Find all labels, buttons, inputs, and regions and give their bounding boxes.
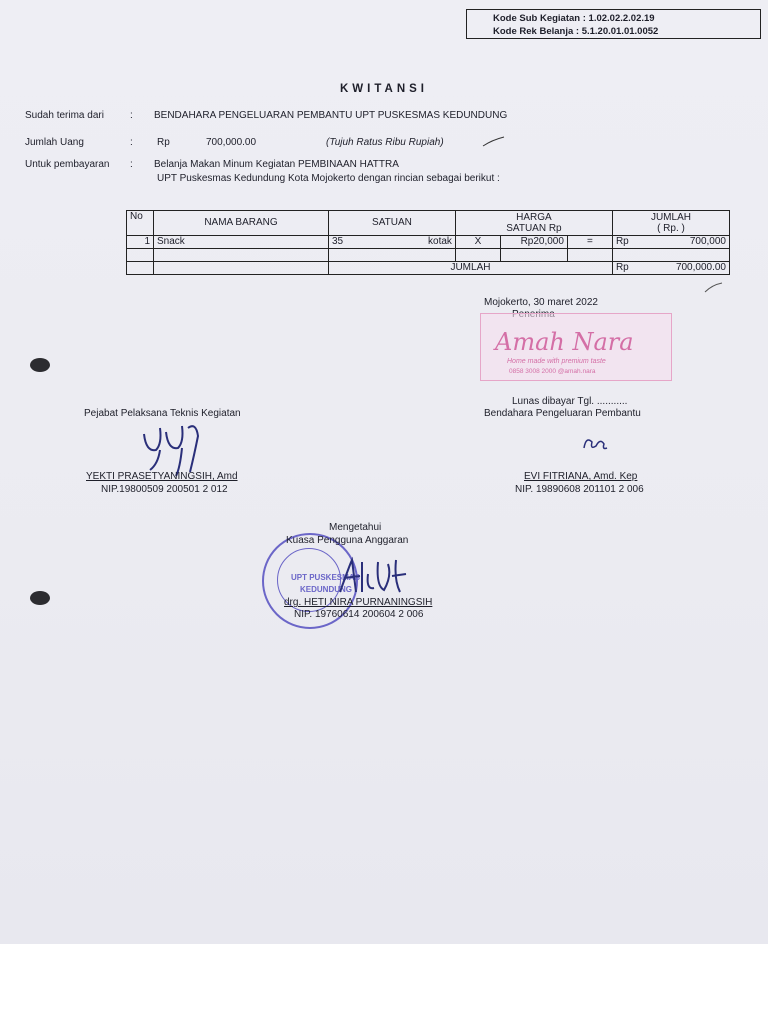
header-harga-line1: HARGA bbox=[516, 212, 552, 223]
pptk-signature bbox=[136, 420, 216, 478]
place-date: Mojokerto, 30 maret 2022 bbox=[484, 297, 598, 308]
untuk-line1: Belanja Makan Minum Kegiatan PEMBINAAN HATTRA bbox=[154, 159, 399, 170]
kode-sub-kegiatan: Kode Sub Kegiatan : 1.02.02.2.02.19 bbox=[493, 13, 655, 24]
pptk-title: Pejabat Pelaksana Teknis Kegiatan bbox=[84, 408, 241, 419]
header-satuan: SATUAN bbox=[329, 211, 456, 236]
header-jumlah-line2: ( Rp. ) bbox=[657, 223, 685, 234]
punch-hole-bottom bbox=[30, 591, 50, 605]
header-harga-line2: SATUAN Rp bbox=[506, 223, 562, 234]
bendahara-name: EVI FITRIANA, Amd. Kep bbox=[524, 471, 638, 482]
row-qty: 35 bbox=[329, 236, 366, 249]
row-rp: Rp bbox=[612, 236, 639, 249]
vendor-stamp-tagline: Home made with premium taste bbox=[507, 358, 606, 365]
punch-hole-top bbox=[30, 358, 50, 372]
header-harga bbox=[455, 211, 612, 236]
untuk-sep: : bbox=[130, 159, 133, 170]
vendor-stamp-name: Amah Nara bbox=[495, 328, 634, 356]
pptk-nip: NIP.19800509 200501 2 012 bbox=[101, 484, 228, 495]
jumlah-label: Jumlah Uang bbox=[25, 137, 84, 148]
untuk-label: Untuk pembayaran bbox=[25, 159, 110, 170]
jumlah-amount: 700,000.00 bbox=[206, 137, 257, 148]
kpa-name: drg. HETI NIRA PURNANINGSIH bbox=[284, 597, 433, 608]
terima-sep: : bbox=[130, 110, 133, 121]
kode-box bbox=[466, 9, 761, 39]
kpa-signature bbox=[336, 556, 410, 598]
jumlah-words: (Tujuh Ratus Ribu Rupiah) bbox=[326, 137, 444, 148]
total-value: 700,000.00 bbox=[639, 262, 730, 275]
kode-rek-belanja: Kode Rek Belanja : 5.1.20.01.01.0052 bbox=[493, 26, 659, 37]
row-unit: kotak bbox=[365, 236, 455, 249]
row-harga: Rp20,000 bbox=[500, 236, 567, 249]
table-row bbox=[127, 236, 730, 249]
row-no: 1 bbox=[127, 236, 154, 249]
terima-value: BENDAHARA PENGELUARAN PEMBANTU UPT PUSKESMAS KEDUNDUNG bbox=[154, 110, 508, 121]
row-eq: = bbox=[567, 236, 612, 249]
table-total-row bbox=[127, 262, 730, 275]
row-nama: Snack bbox=[154, 236, 329, 249]
header-no: No bbox=[127, 211, 154, 236]
table-blank-row bbox=[127, 249, 730, 262]
mengetahui-label: Mengetahui bbox=[329, 522, 382, 533]
vendor-stamp-contact: 0858 3008 2000 @amah.nara bbox=[509, 368, 596, 375]
puskesmas-stamp-line1: UPT PUSKESMAS bbox=[291, 573, 360, 582]
bendahara-signature bbox=[580, 432, 610, 454]
table-header-row bbox=[127, 211, 730, 236]
header-nama: NAMA BARANG bbox=[154, 211, 329, 236]
total-rp: Rp bbox=[612, 262, 639, 275]
header-jumlah-line1: JUMLAH bbox=[650, 212, 691, 223]
kpa-nip: NIP. 19760614 200604 2 006 bbox=[294, 609, 424, 620]
pptk-name: YEKTI PRASETYANINGSIH, Amd bbox=[86, 471, 238, 482]
document-title: KWITANSI bbox=[339, 83, 428, 95]
bendahara-nip: NIP. 19890608 201101 2 006 bbox=[515, 484, 644, 495]
puskesmas-stamp-line2: KEDUNDUNG bbox=[300, 585, 352, 594]
bendahara-title: Bendahara Pengeluaran Pembantu bbox=[484, 408, 641, 419]
items-table bbox=[126, 210, 730, 275]
jumlah-currency: Rp bbox=[157, 137, 170, 148]
check-mark-icon bbox=[482, 136, 506, 148]
lunas-label: Lunas dibayar Tgl. ........... bbox=[512, 396, 628, 407]
untuk-line2: UPT Puskesmas Kedundung Kota Mojokerto dengan rincian sebagai berikut : bbox=[157, 173, 500, 184]
row-jumlah: 700,000 bbox=[639, 236, 730, 249]
terima-label: Sudah terima dari bbox=[25, 110, 104, 121]
vendor-stamp bbox=[480, 313, 672, 381]
row-x: X bbox=[455, 236, 500, 249]
header-jumlah bbox=[612, 211, 729, 236]
jumlah-sep: : bbox=[130, 137, 133, 148]
tick-mark-icon bbox=[704, 282, 724, 294]
total-label: JUMLAH bbox=[329, 262, 613, 275]
kpa-title: Kuasa Pengguna Anggaran bbox=[286, 535, 409, 546]
